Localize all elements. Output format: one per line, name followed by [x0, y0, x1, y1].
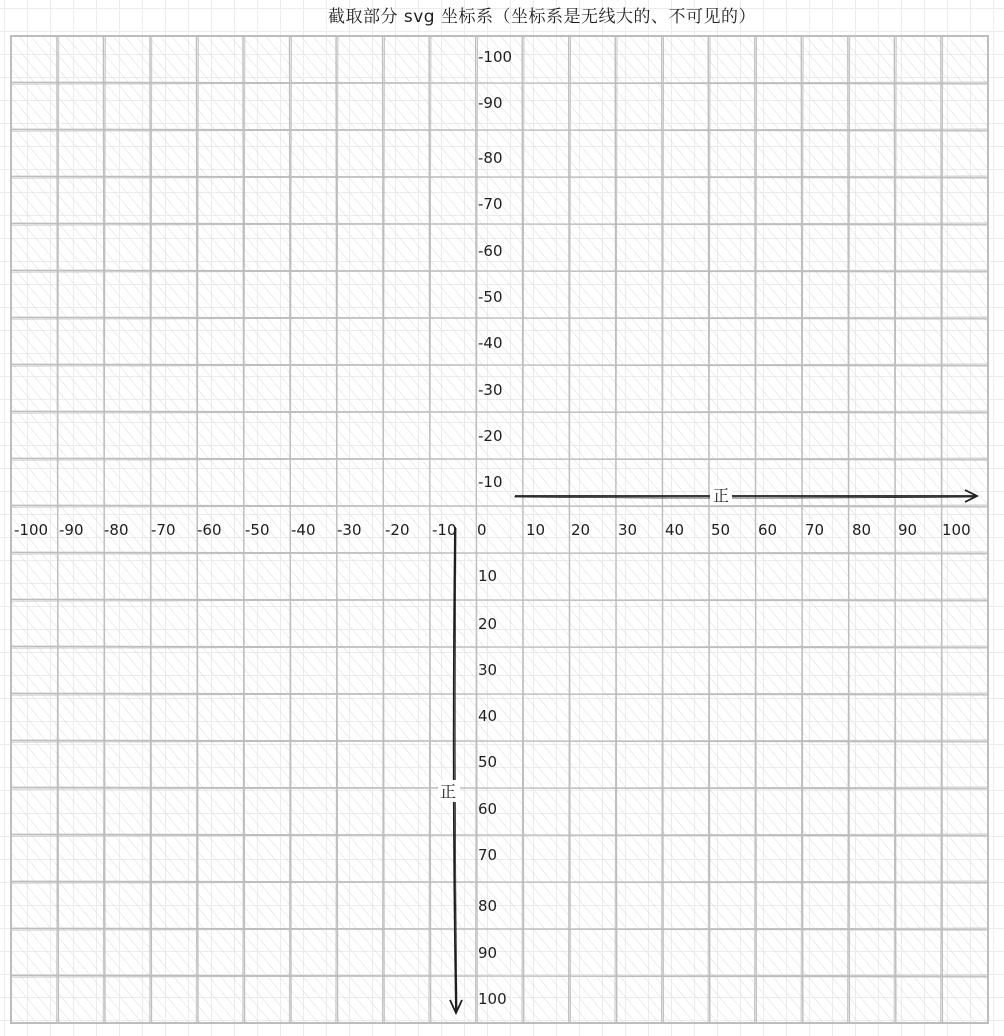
x-tick-label: 10: [526, 521, 546, 539]
x-tick-label: 100: [942, 521, 971, 539]
y-tick-label: -50: [478, 288, 503, 306]
y-tick-label: -80: [478, 149, 503, 167]
y-tick-label: 30: [478, 661, 498, 679]
x-tick-label: -100: [14, 521, 49, 539]
x-tick-label: 30: [618, 521, 638, 539]
x-tick-label: -10: [432, 521, 457, 539]
y-tick-label: -30: [478, 381, 503, 399]
x-tick-label: 20: [571, 521, 591, 539]
y-tick-label: 50: [478, 753, 498, 771]
y-tick-label: 10: [478, 567, 498, 585]
y-tick-label: -40: [478, 334, 503, 352]
y-tick-label: 20: [478, 615, 498, 633]
y-tick-label: -100: [478, 48, 513, 66]
x-tick-label: 50: [711, 521, 731, 539]
x-tick-label: -40: [291, 521, 316, 539]
x-tick-label: -20: [385, 521, 410, 539]
x-tick-label: 60: [758, 521, 778, 539]
y-arrow-label: 正: [439, 782, 457, 801]
y-tick-label: 80: [478, 897, 498, 915]
x-tick-label: 80: [852, 521, 872, 539]
x-tick-label: 70: [805, 521, 825, 539]
x-arrow-line: [515, 496, 976, 497]
y-tick-label: -20: [478, 427, 503, 445]
x-tick-label: -30: [337, 521, 362, 539]
x-arrow-label: 正: [712, 486, 730, 505]
y-tick-label: -60: [478, 242, 503, 260]
y-tick-label: -90: [478, 94, 503, 112]
y-tick-label: 90: [478, 944, 498, 962]
y-tick-label: 60: [478, 800, 498, 818]
x-tick-label: -80: [104, 521, 129, 539]
x-tick-label: 0: [477, 521, 487, 539]
y-tick-label: 100: [478, 990, 507, 1008]
x-tick-label: -60: [197, 521, 222, 539]
x-tick-label: 40: [665, 521, 685, 539]
y-tick-label: -10: [478, 473, 503, 491]
y-tick-label: -70: [478, 195, 503, 213]
x-tick-label: -50: [245, 521, 270, 539]
x-tick-label: 90: [898, 521, 918, 539]
x-tick-label: -70: [151, 521, 176, 539]
y-tick-label: 40: [478, 707, 498, 725]
y-tick-label: 70: [478, 846, 498, 864]
x-tick-label: -90: [59, 521, 84, 539]
page-title: 截取部分 svg 坐标系（坐标系是无线大的、不可见的）: [327, 7, 756, 27]
